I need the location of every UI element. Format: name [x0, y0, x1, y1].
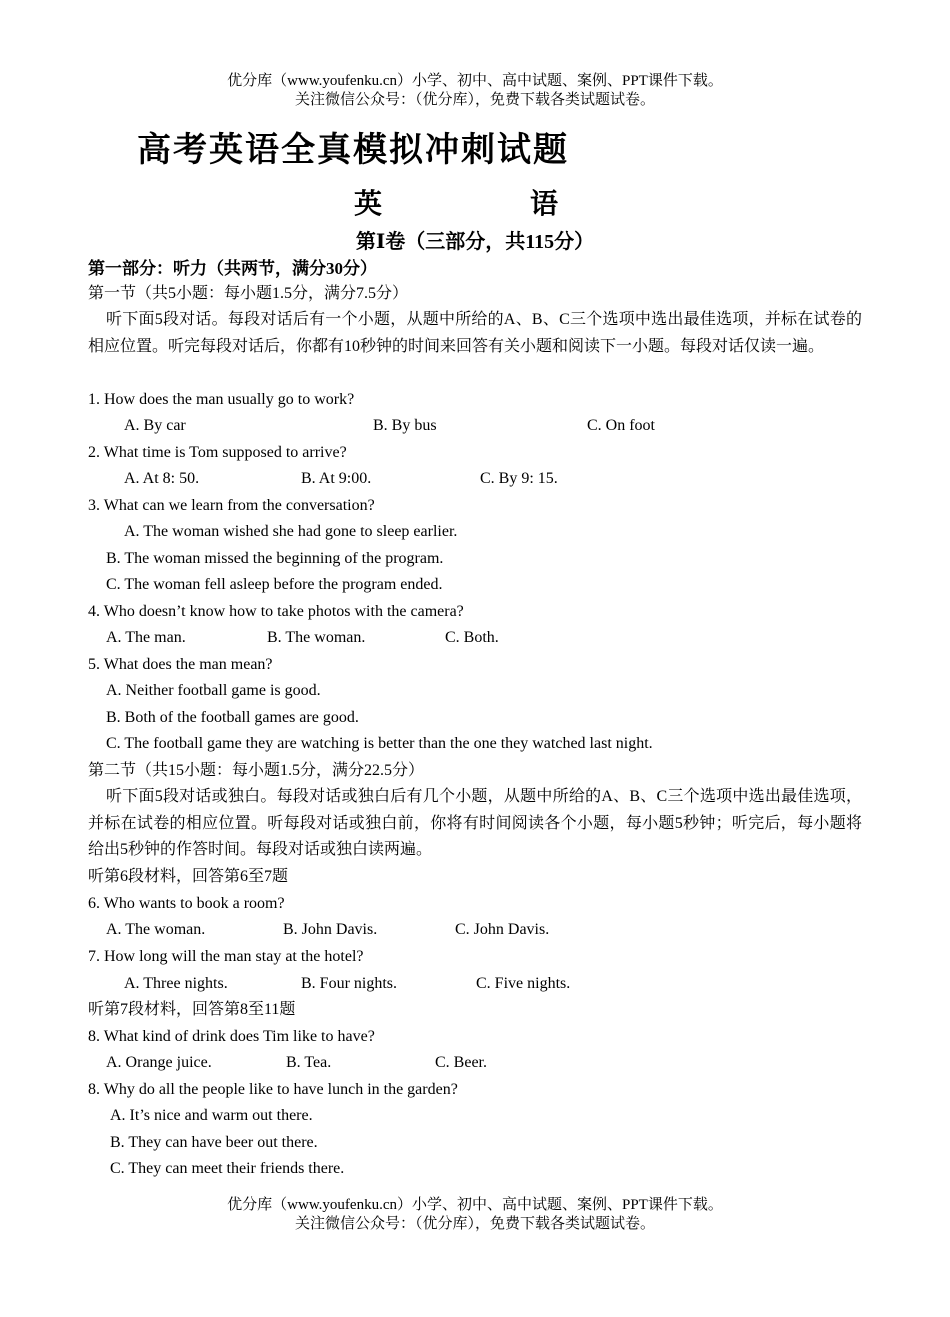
header-line-1: 优分库（www.youfenku.cn）小学、初中、高中试题、案例、PPT课件下载。 — [227, 73, 723, 89]
q8-option-a: A. Orange juice. — [106, 1054, 212, 1071]
q8-option-b: B. Tea. — [286, 1054, 332, 1071]
q7-option-c: C. Five nights. — [476, 975, 571, 992]
q7-option-a: A. Three nights. — [124, 975, 228, 992]
material7-heading: 听第7段材料，回答第8至11题 — [88, 1001, 296, 1018]
q2-stem: 2. What time is Tom supposed to arrive? — [88, 444, 347, 461]
q4-option-a: A. The man. — [106, 629, 186, 646]
q4-option-b: B. The woman. — [267, 629, 366, 646]
q7-option-b: B. Four nights. — [301, 975, 398, 992]
q3-stem: 3. What can we learn from the conversation? — [88, 497, 375, 514]
exam-title: 高考英语全真模拟冲刺试题 — [137, 130, 569, 170]
q5-option-b: B. Both of the football games are good. — [106, 709, 359, 726]
q3-option-a: A. The woman wished she had gone to sleep earlier. — [124, 523, 458, 540]
q4-stem: 4. Who doesn’t know how to take photos with the camera? — [88, 603, 464, 620]
q9-option-b: B. They can have beer out there. — [110, 1134, 318, 1151]
q8-option-c: C. Beer. — [435, 1054, 487, 1071]
q1-option-b: B. By bus — [373, 417, 437, 434]
q3-option-b: B. The woman missed the beginning of the program. — [106, 550, 444, 567]
volume-heading: 第Ⅰ卷（三部分，共115分） — [355, 231, 595, 253]
part1-heading: 第一部分：听力（共两节，满分30分） — [88, 259, 377, 278]
q1-option-c: C. On foot — [587, 417, 655, 434]
q2-option-c: C. By 9: 15. — [480, 470, 558, 487]
subject-char-1: 英 — [354, 187, 383, 220]
q6-stem: 6. Who wants to book a room? — [88, 895, 285, 912]
q6-option-c: C. John Davis. — [455, 921, 550, 938]
q4-option-c: C. Both. — [445, 629, 499, 646]
q6-option-b: B. John Davis. — [283, 921, 378, 938]
subject-char-2: 语 — [530, 187, 559, 220]
q9-option-a: A. It’s nice and warm out there. — [110, 1107, 313, 1124]
q5-option-c: C. The football game they are watching is better than the one they watched last night. — [106, 735, 653, 752]
q9-stem: 8. Why do all the people like to have lunch in the garden? — [88, 1081, 458, 1098]
q8-stem: 8. What kind of drink does Tim like to have? — [88, 1028, 375, 1045]
q5-option-a: A. Neither football game is good. — [106, 682, 321, 699]
q9-option-c: C. They can meet their friends there. — [110, 1160, 345, 1177]
header-line-2: 关注微信公众号：（优分库），免费下载各类试题试卷。 — [294, 92, 655, 108]
q5-stem: 5. What does the man mean? — [88, 656, 273, 673]
section2-heading: 第二节（共15小题：每小题1.5分，满分22.5分） — [88, 762, 425, 779]
q6-option-a: A. The woman. — [106, 921, 206, 938]
q1-option-a: A. By car — [124, 417, 186, 434]
q1-stem: 1. How does the man usually go to work? — [88, 391, 355, 408]
q7-stem: 7. How long will the man stay at the hotel? — [88, 948, 364, 965]
q3-option-c: C. The woman fell asleep before the program ended. — [106, 576, 443, 593]
material6-heading: 听第6段材料，回答第6至7题 — [88, 868, 289, 885]
section2-instruction: 听下面5段对话或独白。每段对话或独白后有几个小题，从题中所给的A、B、C三个选项中选出最佳选项，并标在试卷的相应位置。听每段对话或独白前，你将有时间阅读各个小题，每小题5秒钟；听完后，每小题将给出5秒钟的作答时间。每段对话或独白读两遍。 — [88, 788, 862, 858]
footer-line-2: 关注微信公众号：（优分库），免费下载各类试题试卷。 — [294, 1216, 655, 1232]
footer-line-1: 优分库（www.youfenku.cn）小学、初中、高中试题、案例、PPT课件下载。 — [227, 1197, 723, 1213]
section1-heading: 第一节（共5小题：每小题1.5分，满分7.5分） — [88, 285, 409, 302]
q2-option-a: A. At 8: 50. — [124, 470, 200, 487]
q2-option-b: B. At 9:00. — [301, 470, 372, 487]
section1-instruction: 听下面5段对话。每段对话后有一个小题，从题中所给的A、B、C三个选项中选出最佳选项，并标在试卷的相应位置。听完每段对话后，你都有10秒钟的时间来回答有关小题和阅读下一小题。每段对话仅读一遍。 — [88, 311, 862, 355]
